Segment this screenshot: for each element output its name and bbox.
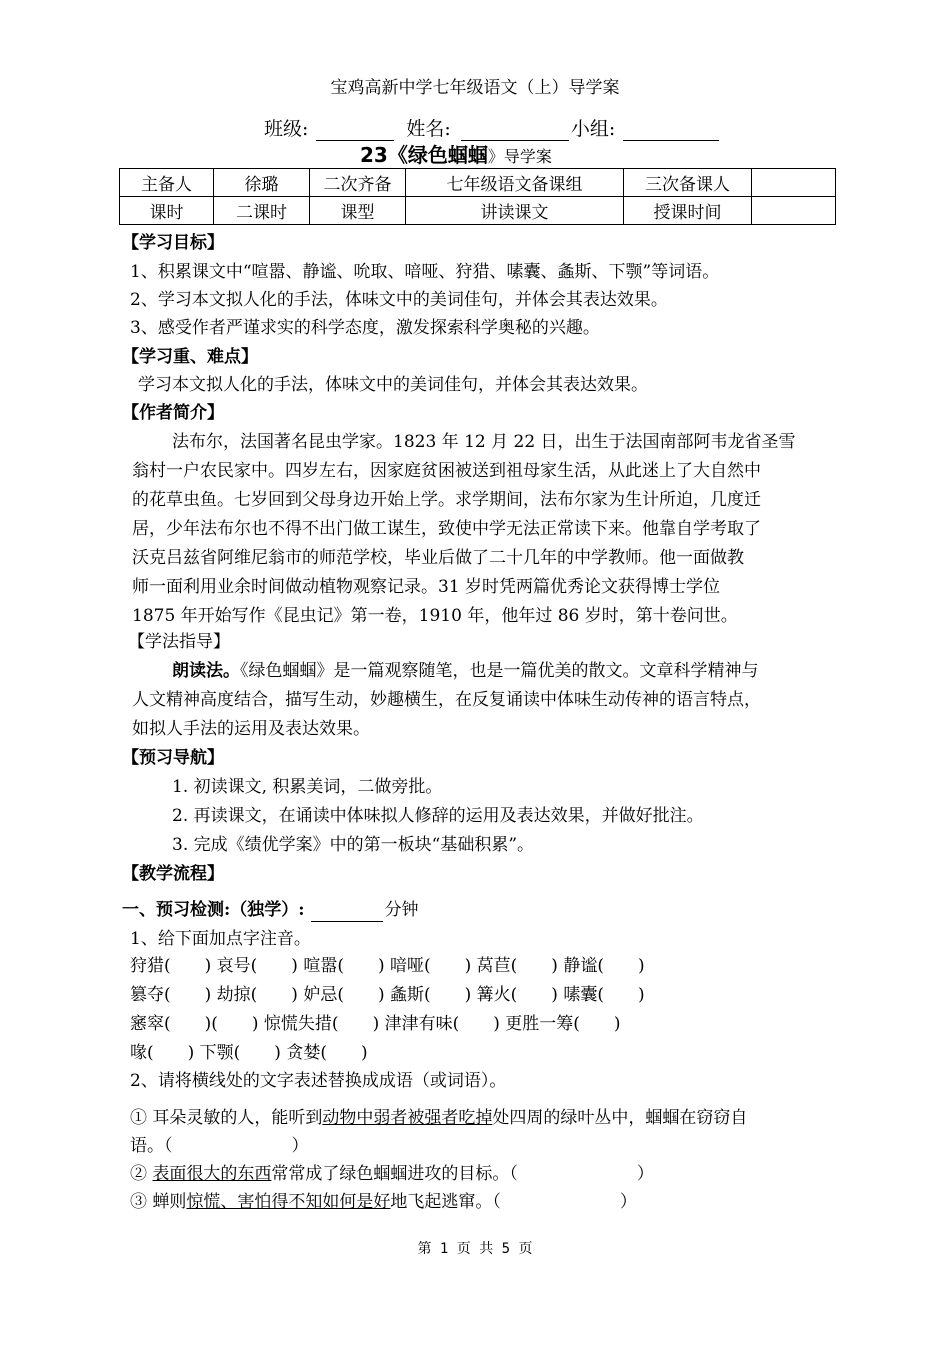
method-line: 人文精神高度结合，描写生动，妙趣横生，在反复诵读中体味生动传神的语言特点，	[132, 690, 761, 710]
pinyin-row: 窸窣( )( ) 惊慌失措( ) 津津有味( ) 更胜一筹( )	[130, 1014, 621, 1034]
lesson-title-close: 》	[487, 147, 504, 166]
author-line: 1875 年开始写作《昆虫记》第一卷，1910 年，他年过 86 岁时，第十卷问世。	[132, 606, 738, 626]
table-cell: 授课时间	[624, 197, 752, 225]
goal-item: 3、感受作者严谨求实的科学态度，激发探索科学奥秘的兴趣。	[130, 318, 600, 338]
table-cell: 二课时	[214, 197, 310, 225]
q2-item-post[interactable]: 地飞起逃窜。（ ）	[390, 1192, 637, 1212]
method-line-first	[172, 659, 759, 683]
group-label: 小组:	[570, 118, 616, 140]
table-cell: 二次齐备	[310, 169, 406, 197]
q2-item-pre: ②	[130, 1164, 153, 1184]
goals-heading: 【学习目标】	[122, 233, 224, 253]
class-blank[interactable]	[316, 120, 394, 141]
preview-heading: 【预习导航】	[122, 748, 224, 768]
q2-item-post: 处四周的绿叶丛中，蝈蝈在窃窃自	[492, 1108, 748, 1128]
table-cell[interactable]	[752, 169, 836, 197]
author-line: 居，少年法布尔也不得不出门做工谋生，致使中学无法正常读下来。他靠自学考取了	[132, 519, 761, 539]
author-line: 法布尔，法国著名昆虫学家。1823 年 12 月 22 日，出生于法国南部阿韦龙省圣雪	[172, 432, 796, 452]
page-footer: 第 1 页 共 5 页	[417, 1241, 533, 1257]
goal-item: 1、积累课文中“喧嚣、静谧、吮取、喑哑、狩猎、嗉囊、螽斯、下颚”等词语。	[130, 262, 720, 282]
pinyin-row: 狩猎( ) 哀号( ) 喧嚣( ) 喑哑( ) 莴苣( ) 静谧( )	[130, 956, 645, 976]
author-line: 翁村一户农民家中。四岁左右，因家庭贫困被送到祖母家生活，从此迷上了大自然中	[132, 461, 761, 481]
lesson-meta-table	[119, 168, 836, 225]
question-2: 2、请将横线处的文字表述替换成成语（或词语）。	[130, 1071, 507, 1091]
q2-item-pre: ③ 蝉则	[130, 1192, 187, 1212]
table-cell: 课时	[120, 197, 214, 225]
group-blank[interactable]	[623, 120, 719, 141]
pinyin-row: 篡夺( ) 劫掠( ) 妒忌( ) 螽斯( ) 篝火( ) 嗉囊( )	[130, 985, 645, 1005]
q2-item-underlined: 动物中弱者被强者吃掉	[322, 1108, 493, 1128]
table-cell: 徐璐	[214, 169, 310, 197]
method-text: 《绿色蝈蝈》是一篇观察随笔，也是一篇优美的散文。文章科学精神与	[240, 661, 759, 681]
table-row	[120, 197, 836, 225]
q2-item	[130, 1162, 654, 1186]
q2-item-underlined: 表面很大的东西	[152, 1164, 272, 1184]
lesson-title	[360, 142, 552, 170]
minutes-blank[interactable]	[311, 901, 383, 922]
keypoints-heading: 【学习重、难点】	[122, 347, 258, 367]
method-line: 如拟人手法的运用及表达效果。	[132, 719, 370, 739]
author-heading: 【作者简介】	[122, 403, 224, 423]
table-cell: 主备人	[120, 169, 214, 197]
q2-item	[130, 1106, 747, 1130]
section1-unit: 分钟	[384, 900, 419, 920]
question-1: 1、给下面加点字注音。	[130, 929, 311, 949]
q2-item-post[interactable]: 常常成了绿色蝈蝈进攻的目标。（ ）	[271, 1164, 654, 1184]
table-cell: 讲读课文	[406, 197, 624, 225]
table-cell[interactable]	[752, 197, 836, 225]
q2-item-continuation[interactable]: 语。（ ）	[130, 1136, 309, 1156]
lesson-title-suffix: 导学案	[503, 147, 552, 166]
preview-item: 1. 初读课文, 积累美词，二做旁批。	[172, 777, 443, 797]
author-line: 师一面利用业余时间做动植物观察记录。31 岁时凭两篇优秀论文获得博士学位	[132, 577, 721, 597]
name-label: 姓名:	[406, 118, 451, 140]
table-cell: 三次备课人	[624, 169, 752, 197]
class-label: 班级:	[264, 118, 309, 140]
name-blank[interactable]	[461, 120, 569, 141]
q2-item	[130, 1190, 637, 1214]
table-row	[120, 169, 836, 197]
student-info-row	[264, 117, 719, 141]
goal-item: 2、学习本文拟人化的手法，体味文中的美词佳句，并体会其表达效果。	[130, 290, 668, 310]
method-lead: 朗读法。	[172, 661, 240, 681]
q2-item-pre: ① 耳朵灵敏的人，能听到	[130, 1108, 323, 1128]
section1-title: 一、预习检测:（独学）:	[122, 900, 305, 920]
school-title: 宝鸡高新中学七年级语文（上）导学案	[330, 78, 620, 98]
author-line: 沃克吕兹省阿维尼翁市的师范学校，毕业后做了二十几年的中学教师。他一面做教	[132, 548, 744, 568]
q2-item-underlined: 惊慌、害怕得不知如何是好	[186, 1192, 391, 1212]
section1-title-row	[122, 898, 419, 922]
table-cell: 七年级语文备课组	[406, 169, 624, 197]
pinyin-row: 喙( ) 下颚( ) 贪婪( )	[130, 1043, 368, 1063]
method-heading: 【学法指导】	[128, 632, 230, 652]
author-line: 的花草虫鱼。七岁回到父母身边开始上学。求学期间，法布尔家为生计所迫，几度迁	[132, 490, 761, 510]
keypoints-text: 学习本文拟人化的手法，体味文中的美词佳句，并体会其表达效果。	[138, 375, 648, 395]
table-cell: 课型	[310, 197, 406, 225]
preview-item: 2. 再读课文，在诵读中体味拟人修辞的运用及表达效果，并做好批注。	[172, 806, 704, 826]
preview-item: 3. 完成《绩优学案》中的第一板块“基础积累”。	[172, 835, 535, 855]
flow-heading: 【教学流程】	[122, 864, 224, 884]
lesson-title-main: 23《绿色蝈蝈	[360, 143, 488, 167]
